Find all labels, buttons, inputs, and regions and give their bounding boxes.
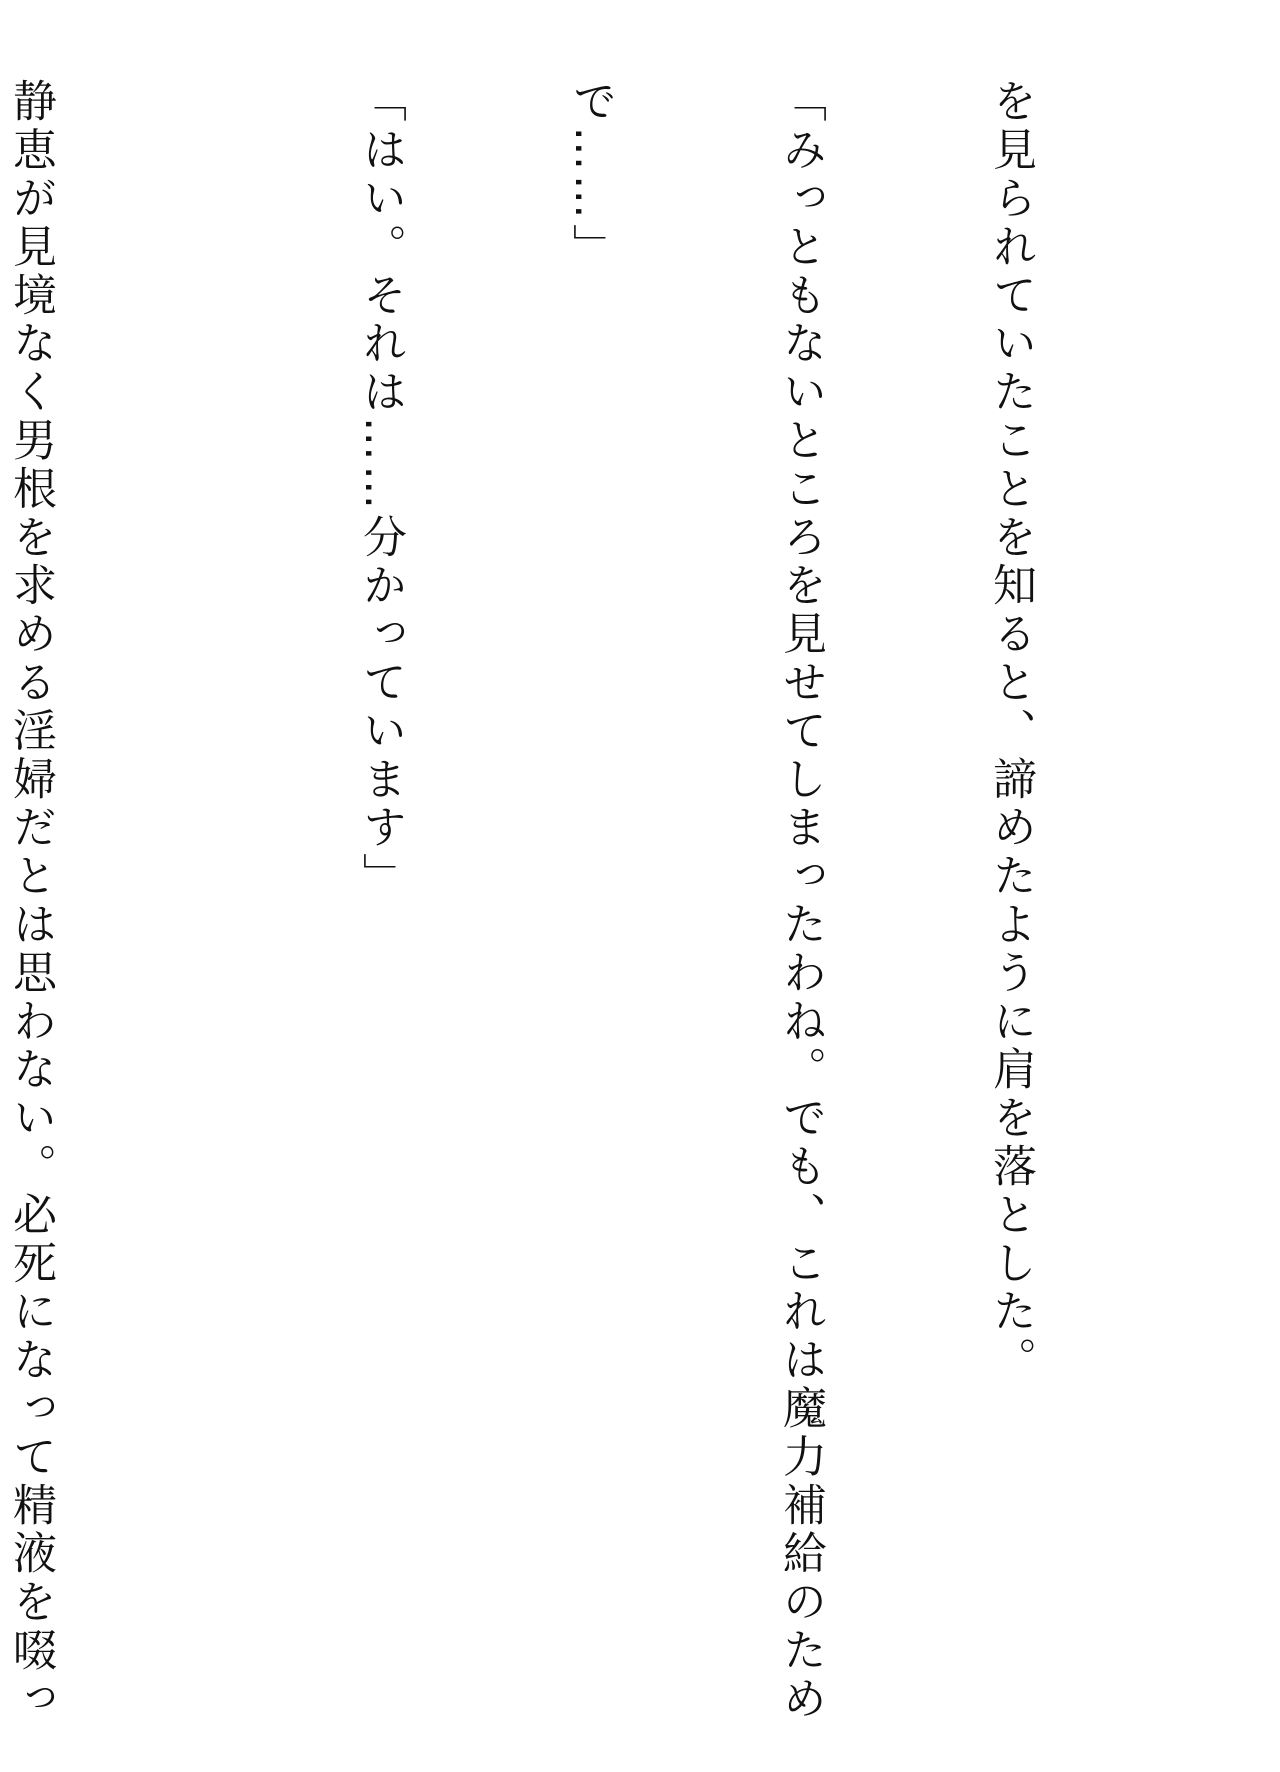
text-line: 「みっともないところを見せてしまったわね。でも、これは魔力補給のため xyxy=(775,78,826,1724)
text-line: 「はい。それは……分かっています」 xyxy=(355,78,406,901)
text-line: を見られていたことを知ると、諦めたように肩を落とした。 xyxy=(985,78,1036,1385)
vertical-text-block xyxy=(0,78,1185,1724)
text-line: 静恵が見境なく男根を求める淫婦だとは思わない。必死になって精液を啜っ xyxy=(5,78,56,1724)
text-line: で……」 xyxy=(565,78,616,272)
